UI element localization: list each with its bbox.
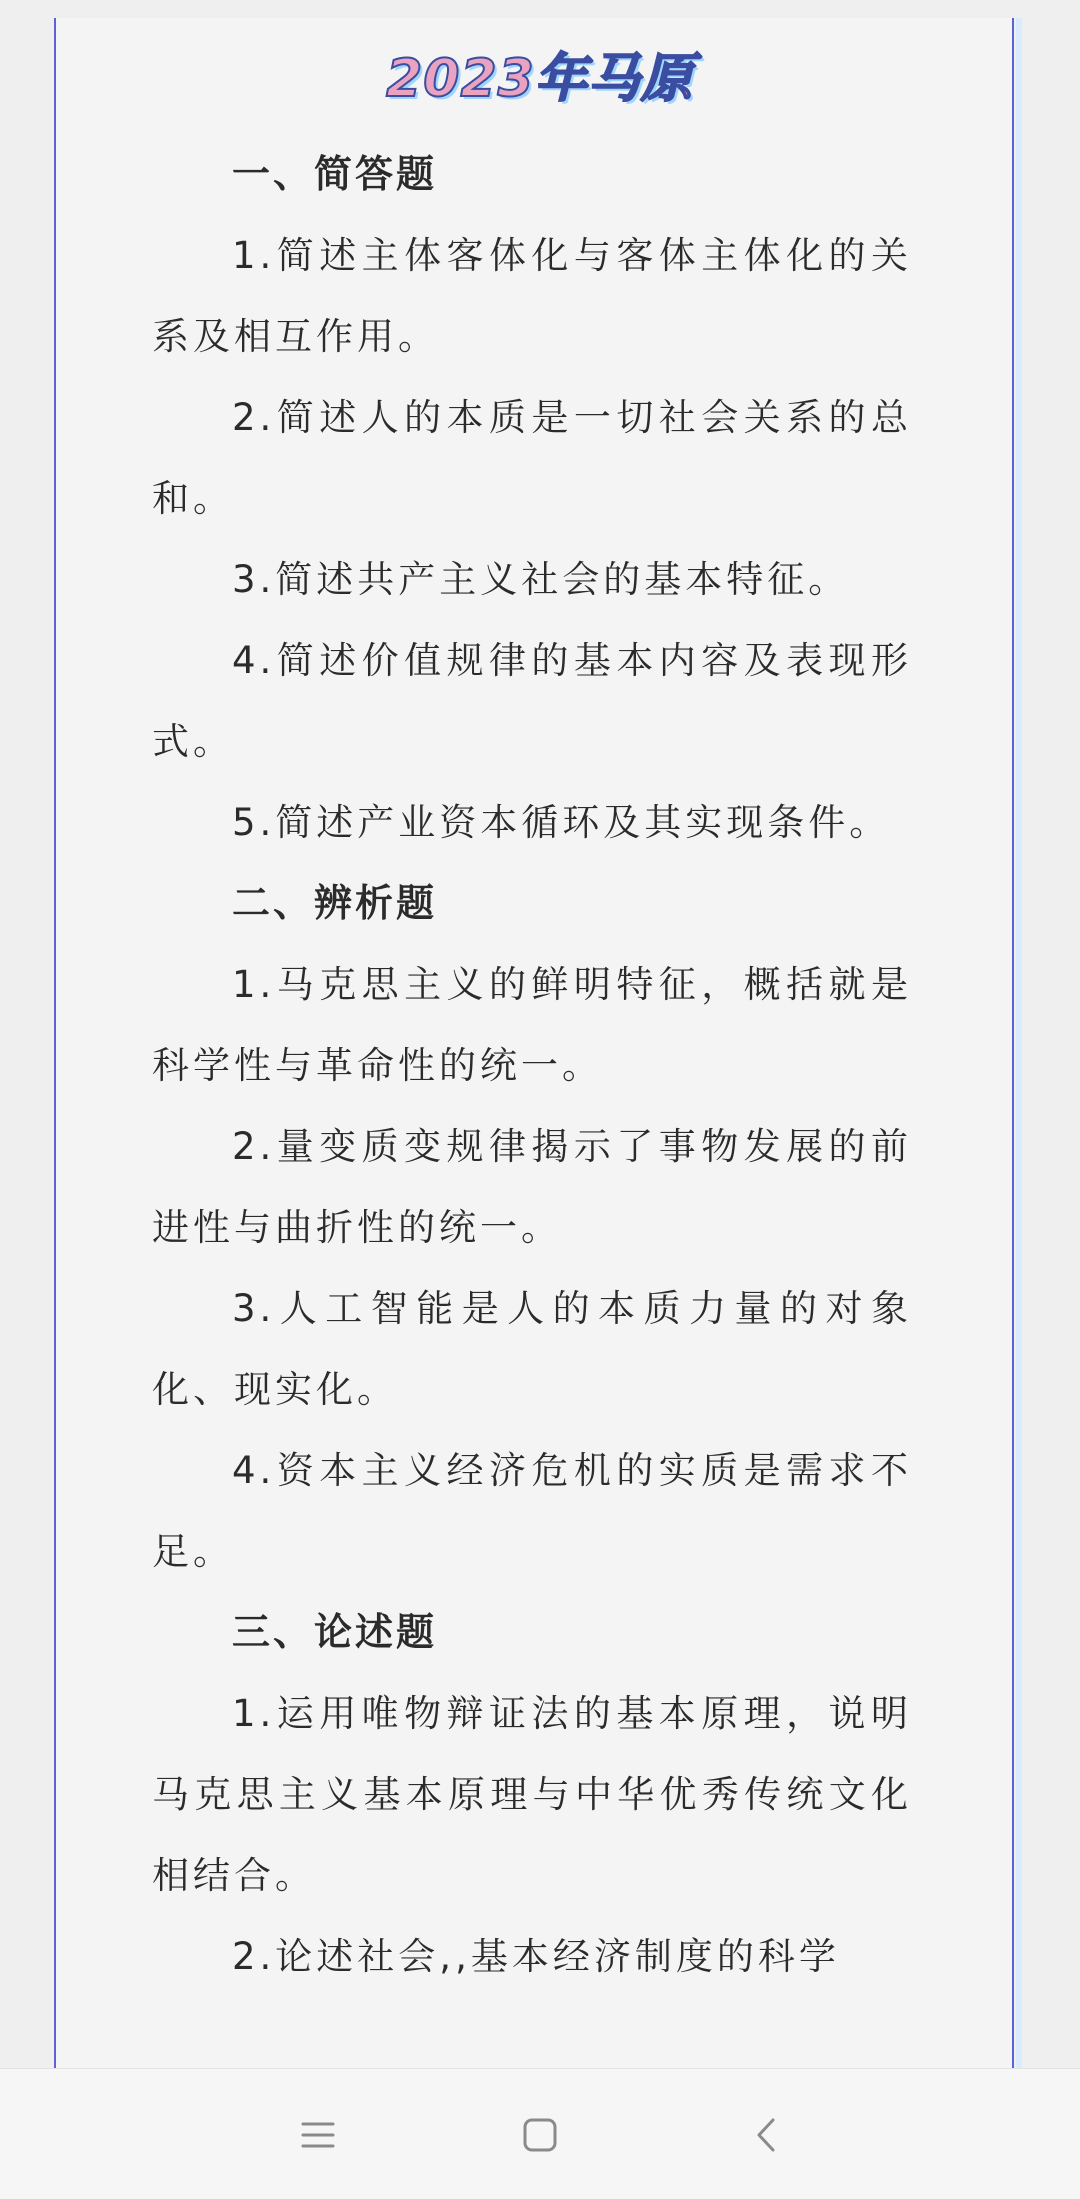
question-item: 5.简述产业资本循环及其实现条件。 <box>232 801 891 844</box>
document-body <box>152 134 912 1997</box>
section-heading: 三、论述题 <box>232 1610 438 1654</box>
question-item: 1.简述主体客体化与客体主体化的关系及相互作用。 <box>152 234 912 358</box>
section-heading: 一、简答题 <box>232 152 438 196</box>
home-button[interactable] <box>512 2109 568 2165</box>
section-heading: 二、辨析题 <box>232 881 438 925</box>
square-home-icon <box>523 2118 557 2156</box>
question-item: 2.量变质变规律揭示了事物发展的前进性与曲折性的统一。 <box>152 1125 912 1249</box>
question-item: 1.马克思主义的鲜明特征，概括就是科学性与革命性的统一。 <box>152 963 912 1087</box>
question-item: 4.简述价值规律的基本内容及表现形式。 <box>152 639 912 763</box>
back-button[interactable] <box>738 2109 794 2165</box>
question-item: 3.人工智能是人的本质力量的对象化、现实化。 <box>152 1287 912 1411</box>
chevron-left-back-icon <box>755 2117 777 2157</box>
menu-icon <box>301 2120 335 2154</box>
document-title: 2023年马原 <box>386 49 694 109</box>
question-item: 3.简述共产主义社会的基本特征。 <box>232 558 850 601</box>
question-item: 2.论述社会,,基本经济制度的科学 <box>232 1935 840 1978</box>
page-edge-highlight <box>1016 18 1022 2068</box>
system-navigation-bar <box>0 2068 1080 2199</box>
question-item: 2.简述人的本质是一切社会关系的总和。 <box>152 396 912 520</box>
recent-apps-button[interactable] <box>290 2109 346 2165</box>
question-item: 1.运用唯物辩证法的基本原理，说明马克思主义基本原理与中华优秀传统文化相结合。 <box>152 1692 912 1897</box>
question-item: 4.资本主义经济危机的实质是需求不足。 <box>152 1449 912 1573</box>
